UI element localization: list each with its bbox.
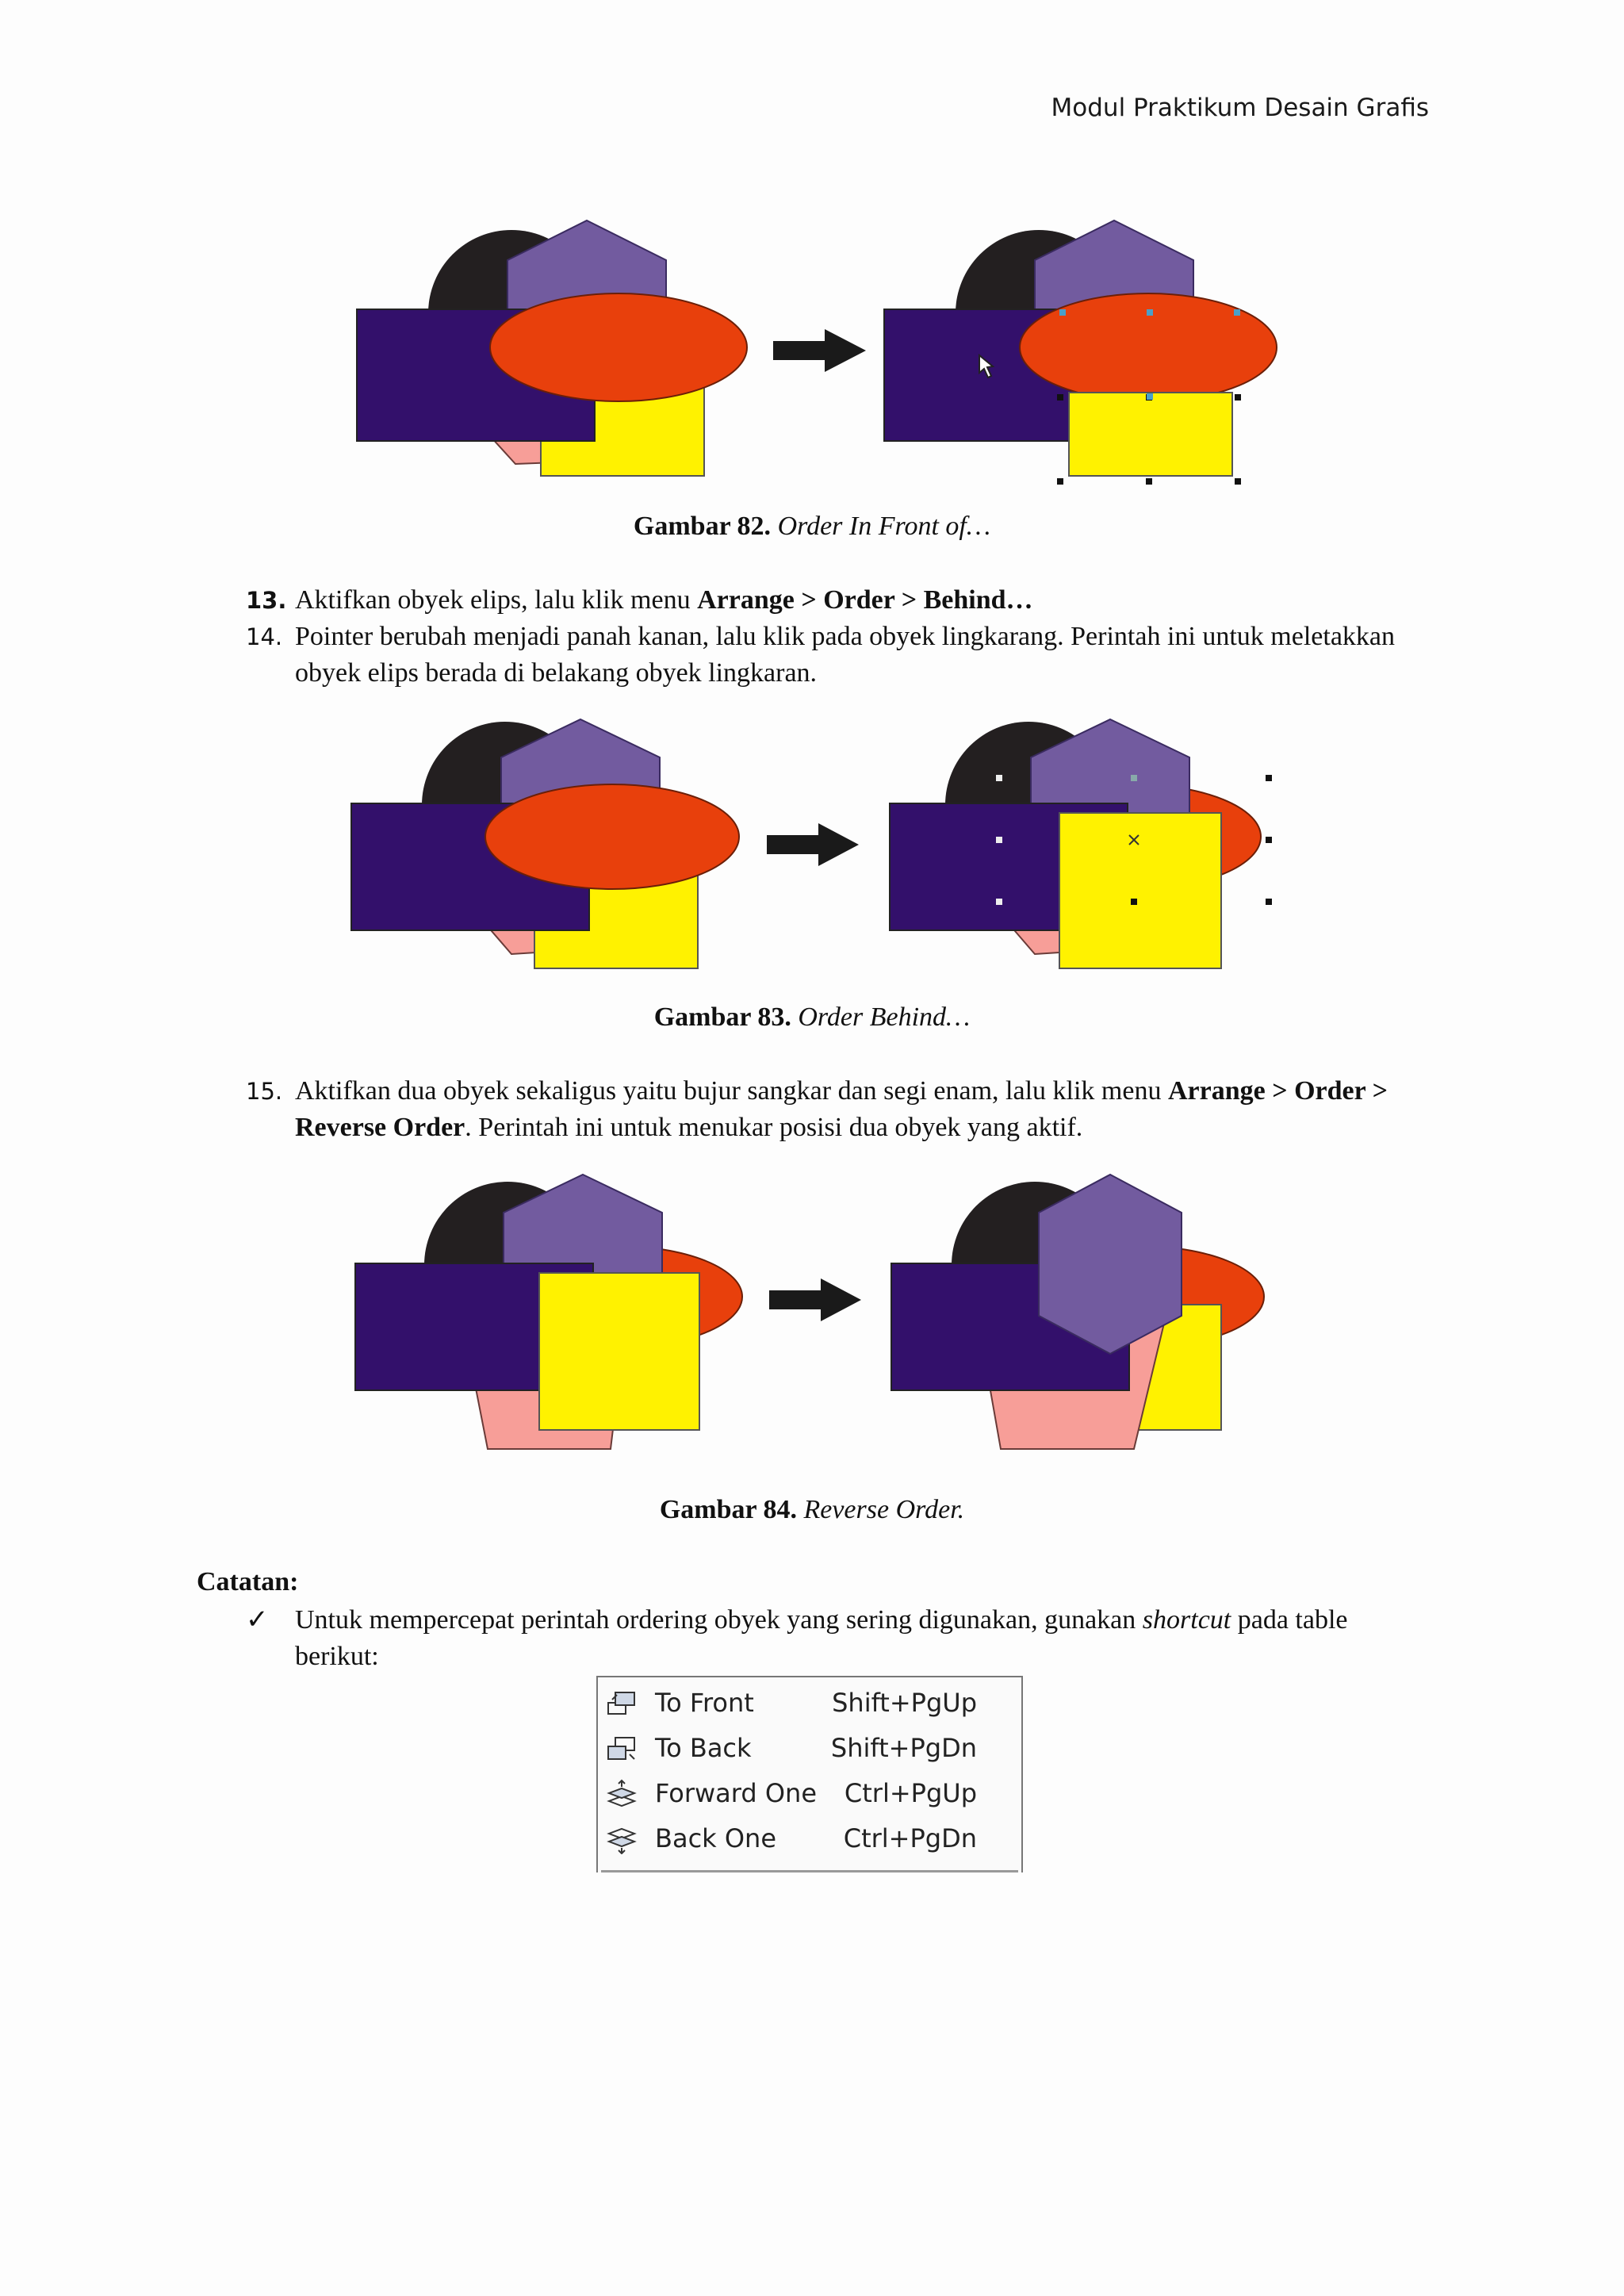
page-header: Modul Praktikum Desain Grafis (1051, 94, 1429, 122)
fig84-after (891, 1175, 1264, 1449)
shortcut-menu-table (596, 1676, 1023, 1872)
step-13 (246, 582, 1419, 619)
step-number: 13. (246, 587, 287, 614)
fig83-after (890, 719, 1272, 968)
steps-list-b (246, 1073, 1419, 1146)
figure-caption-text: Reverse Order. (803, 1495, 965, 1524)
figure-82-caption (0, 512, 1624, 542)
figure-83-caption (0, 1002, 1624, 1033)
shortcut-row-to-front[interactable] (598, 1681, 1021, 1726)
figure-83 (0, 710, 1624, 983)
shortcut-key: Ctrl+PgDn (843, 1823, 977, 1853)
step-text: Aktifkan obyek elips, lalu klik menu (295, 585, 698, 615)
back-one-icon (606, 1824, 638, 1854)
note-title: Catatan: (197, 1567, 299, 1596)
step-text: Pointer berubah menjadi panah kanan, lalu klik pada obyek lingkarang. Perintah ini untuk meletakkan obyek elips berada di belakang obyek lingkaran. (295, 622, 1395, 688)
shortcut-label: Back One (655, 1823, 777, 1853)
figure-83-illustration (0, 710, 1624, 983)
step-text-after: . Perintah ini untuk menukar posisi dua obyek yang aktif. (465, 1113, 1083, 1142)
arrow-right-icon (773, 329, 866, 372)
fig83-before (351, 719, 739, 968)
figure-84-illustration (0, 1170, 1624, 1455)
forward-one-icon (606, 1779, 638, 1809)
shortcut-row-back-one[interactable] (598, 1816, 1021, 1861)
step-15 (246, 1073, 1419, 1146)
to-back-icon (606, 1734, 638, 1764)
shortcut-key: Shift+PgDn (830, 1733, 977, 1763)
note-text: Untuk mempercepat perintah ordering obyek yang sering digunakan, gunakan shortcut pada table berikut: (295, 1605, 1348, 1671)
fig82-before (357, 220, 747, 476)
note-item (246, 1602, 1419, 1675)
shortcut-key: Ctrl+PgUp (844, 1778, 977, 1808)
step-14 (246, 619, 1419, 692)
step-number: 15. (246, 1078, 283, 1105)
shortcut-label: To Back (655, 1733, 752, 1763)
figure-82 (0, 214, 1624, 500)
fig84-before (355, 1175, 742, 1449)
note-italic: shortcut (1142, 1605, 1231, 1635)
shortcut-label: Forward One (655, 1778, 818, 1808)
table-bottom-divider (601, 1870, 1018, 1872)
figure-84 (0, 1170, 1624, 1455)
figure-label: Gambar 82. (633, 512, 772, 541)
step-text: Aktifkan dua obyek sekaligus yaitu bujur sangkar dan segi enam, lalu klik menu (295, 1076, 1168, 1106)
step-menu-path: Arrange > Order > Behind… (697, 585, 1033, 615)
figure-caption-text: Order In Front of… (777, 512, 991, 541)
shortcut-label: To Front (655, 1688, 754, 1718)
checkmark-icon: ✓ (246, 1605, 269, 1635)
step-menu-path: Arrange > Order > Reverse Order (295, 1076, 1388, 1142)
figure-caption-text: Order Behind… (798, 1002, 971, 1032)
figure-82-illustration (0, 214, 1624, 500)
ellipse-shape (490, 293, 747, 401)
fig82-after (884, 220, 1277, 485)
steps-list-a (246, 582, 1419, 692)
to-front-icon (606, 1688, 638, 1719)
figure-label: Gambar 83. (653, 1002, 791, 1032)
figure-84-caption (0, 1495, 1624, 1525)
shortcut-row-to-back[interactable] (598, 1726, 1021, 1771)
arrow-right-icon (767, 823, 859, 866)
shortcut-row-forward-one[interactable] (598, 1771, 1021, 1816)
shortcut-key: Shift+PgUp (832, 1688, 977, 1718)
figure-label: Gambar 84. (659, 1495, 797, 1524)
step-number: 14. (246, 623, 283, 650)
arrow-right-icon (769, 1278, 861, 1321)
